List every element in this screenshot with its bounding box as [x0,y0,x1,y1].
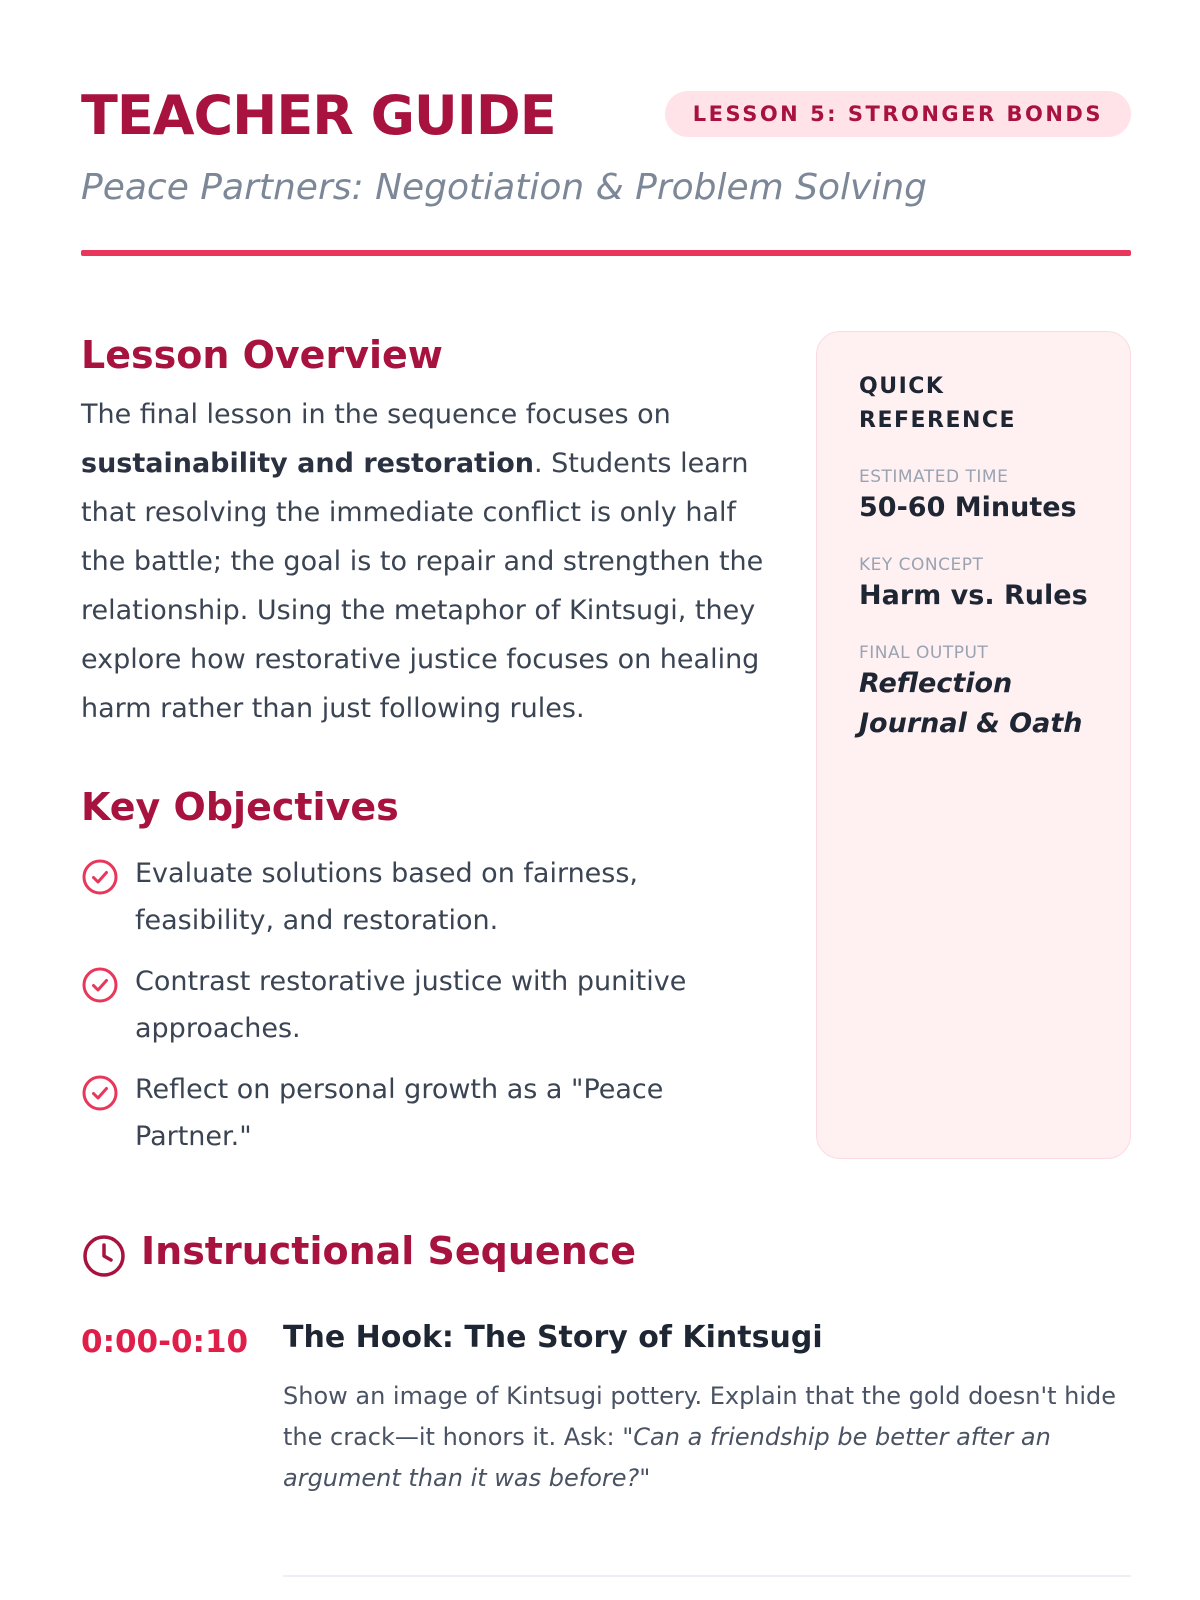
objective-text: Contrast restorative justice with punitive approaches. [135,966,687,1044]
objectives-heading: Key Objectives [81,785,399,829]
final-output-label: FINAL OUTPUT [859,643,989,663]
lesson-badge: LESSON 5: STRONGER BONDS [665,91,1131,137]
objective-text: Reflect on personal growth as a "Peace Partner." [135,1074,664,1152]
overview-text-start: The final lesson in the sequence focuses on [81,399,671,430]
page-title: TEACHER GUIDE [81,84,556,147]
teacher-guide-page [81,0,1131,1600]
page-subtitle: Peace Partners: Negotiation & Problem Solving [81,167,928,208]
sequence-text: Show an image of Kintsugi pottery. Explain that the gold doesn't hide the crack—it honors it. Ask: [283,1382,1116,1451]
header-divider [81,250,1131,256]
sequence-item-title: The Hook: The Story of Kintsugi [283,1320,823,1355]
objectives-list [81,850,771,1174]
clock-icon [81,1233,127,1279]
sequence-header [81,1226,981,1286]
key-concept-label: KEY CONCEPT [859,555,984,575]
objective-text: Evaluate solutions based on fairness, feasibility, and restoration. [135,858,639,936]
sequence-item-text [283,1376,1131,1499]
quick-reference-card [816,331,1131,1159]
sequence-body [283,1316,1131,1499]
overview-heading: Lesson Overview [81,333,443,377]
key-concept-value: Harm vs. Rules [859,580,1088,611]
final-output-value: Reflection Journal & Oath [859,668,1083,739]
sequence-quote: "Can a friendship be better after an argument than it was before?" [283,1423,1051,1492]
sequence-time: 0:00-0:10 [81,1324,249,1360]
sequence-divider [283,1575,1131,1577]
check-circle-icon [81,858,119,896]
check-circle-icon [81,966,119,1004]
list-item [81,850,771,944]
overview-text-bold: sustainability and restoration [81,448,534,479]
quick-reference-title: QUICK REFERENCE [859,374,1017,433]
list-item [81,1066,771,1160]
estimated-time-value: 50-60 Minutes [859,492,1077,523]
estimated-time-label: ESTIMATED TIME [859,467,1009,487]
list-item [81,958,771,1052]
check-circle-icon [81,1074,119,1112]
overview-text-end: . Students learn that resolving the immediate conflict is only half the battle; the goal is to repair and strengthen the relationship. Using the metaphor of Kintsugi, they explore how restorative justice focuses on healing harm rather than just following rules. [81,448,764,724]
overview-paragraph [81,390,771,733]
sequence-heading: Instructional Sequence [141,1229,637,1273]
